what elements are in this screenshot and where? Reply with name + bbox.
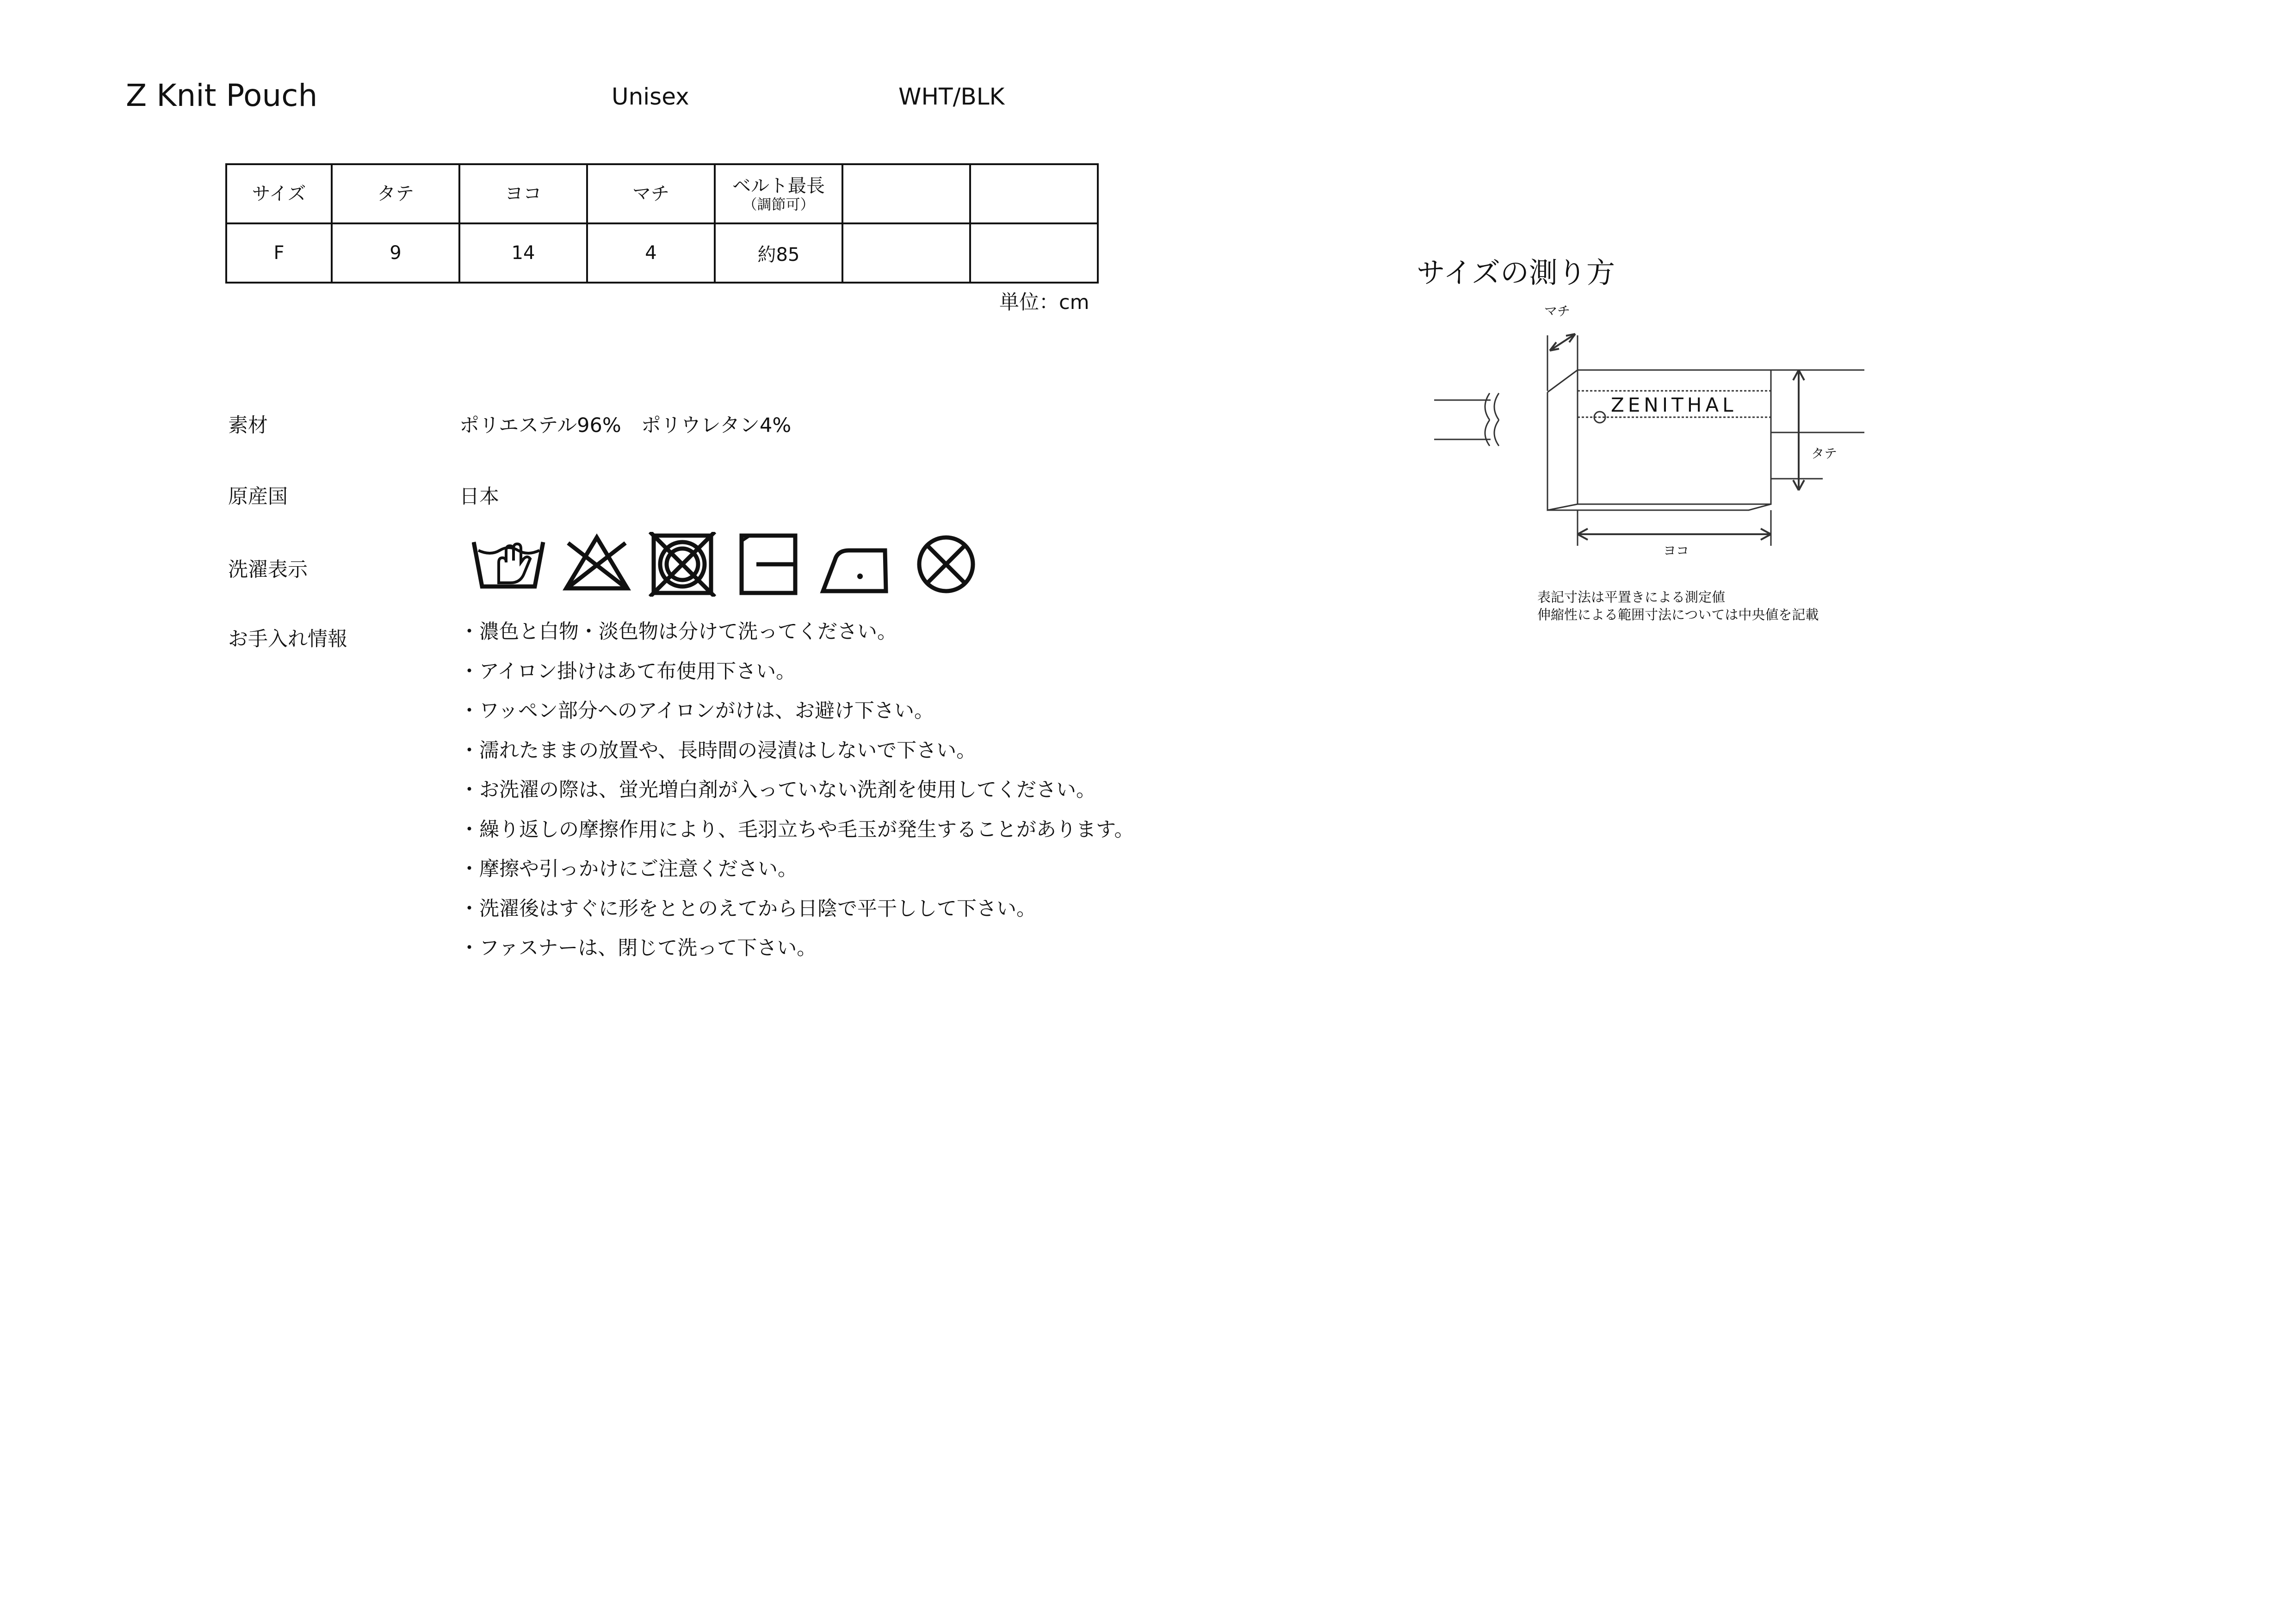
size-table-header-cell: タテ	[332, 164, 459, 223]
size-table-header-cell: ヨコ	[459, 164, 587, 223]
care-note: ・ワッペン部分へのアイロンがけは、お避け下さい。	[459, 699, 934, 722]
size-table-header-cell: ベルト最長 （調節可）	[715, 164, 842, 223]
laundry-symbols	[472, 532, 995, 597]
do-not-bleach-icon	[566, 537, 627, 588]
size-table-header-cell: サイズ	[226, 164, 332, 223]
size-table-header-cell	[970, 164, 1098, 223]
care-note: ・洗濯後はすぐに形をととのえてから日陰で平干しして下さい。	[459, 897, 1036, 920]
care-note: ・繰り返しの摩擦作用により、毛羽立ちや毛玉が発生することがあります。	[459, 818, 1134, 841]
do-not-dry-clean-icon	[919, 537, 973, 591]
care-label: お手入れ情報	[228, 628, 347, 651]
size-unit: 単位：cm	[999, 291, 1089, 314]
size-table-cell: 4	[587, 223, 715, 283]
care-note: ・お洗濯の際は、蛍光増白剤が入っていない洗剤を使用してください。	[459, 778, 1096, 802]
iron-low-temperature-icon	[823, 550, 886, 591]
laundry-label: 洗濯表示	[228, 558, 308, 581]
zenithal-logo: ZENITHAL	[1611, 394, 1737, 416]
diagram-note: 伸縮性による範囲寸法については中央値を記載	[1537, 607, 1819, 623]
gusset-label: マチ	[1544, 303, 1571, 319]
size-table-header-cell: マチ	[587, 164, 715, 223]
care-note: ・濡れたままの放置や、長時間の浸漬はしないで下さい。	[459, 739, 977, 762]
size-table	[225, 163, 1099, 284]
strap-break-mark	[1485, 420, 1499, 446]
care-note: ・摩擦や引っかけにご注意ください。	[459, 858, 798, 881]
width-label: ヨコ	[1663, 543, 1690, 558]
line-dry-in-shade-icon	[742, 536, 795, 593]
size-table-cell	[970, 223, 1098, 283]
origin-label: 原産国	[228, 485, 288, 508]
diagram-note: 表記寸法は平置きによる測定値	[1537, 589, 1726, 605]
care-note: ・濃色と白物・淡色物は分けて洗ってください。	[459, 620, 897, 643]
care-note: ・アイロン掛けはあて布使用下さい。	[459, 660, 796, 683]
strap-line	[1434, 400, 1491, 439]
diagram-notes	[1537, 588, 1819, 623]
size-table-header-row	[226, 164, 1098, 223]
width-extension	[1578, 510, 1771, 546]
product-name: Z Knit Pouch	[126, 78, 318, 113]
product-gender: Unisex	[612, 83, 689, 110]
height-label: タテ	[1811, 446, 1838, 461]
do-not-tumble-dry-icon	[650, 532, 715, 597]
gusset-extension	[1547, 335, 1578, 391]
strap-break-mark	[1485, 393, 1499, 420]
diagram-title: サイズの測り方	[1417, 256, 1615, 290]
material-label: 素材	[228, 414, 268, 437]
size-table-row	[226, 223, 1098, 283]
size-table-cell: F	[226, 223, 332, 283]
product-color: WHT/BLK	[898, 83, 1005, 110]
measurement-diagram	[1434, 296, 1864, 564]
origin-value: 日本	[459, 485, 499, 508]
size-table-cell: 9	[332, 223, 459, 283]
size-table-cell: 14	[459, 223, 587, 283]
hand-wash-icon	[474, 542, 543, 586]
extension-line	[1771, 370, 1864, 479]
care-note: ・ファスナーは、閉じて洗って下さい。	[459, 937, 817, 960]
size-table-cell	[842, 223, 970, 283]
material-value: ポリエステル96% ポリウレタン4%	[459, 414, 792, 437]
size-table-cell: 約85	[715, 223, 842, 283]
size-table-header-cell	[842, 164, 970, 223]
gusset-arrow	[1550, 334, 1575, 351]
care-notes-list	[459, 616, 1134, 972]
